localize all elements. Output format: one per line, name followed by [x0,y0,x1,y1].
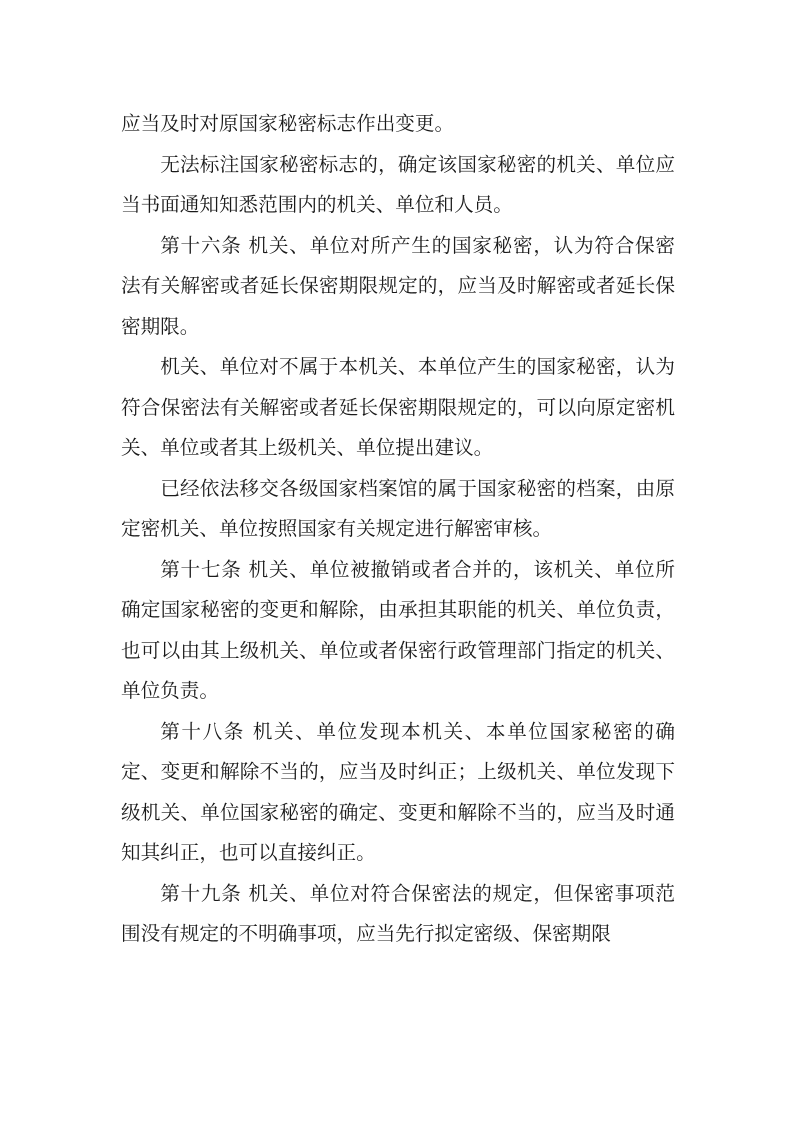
paragraph-article-18: 第十八条 机关、单位发现本机关、本单位国家秘密的确定、变更和解除不当的，应当及时纠正；上级机关、单位发现下级机关、单位国家秘密的确定、变更和解除不当的，应当及时通知其纠正，也可以直接纠正。 [121,719,675,864]
paragraph-continuation: 应当及时对原国家秘密标志作出变更。 [121,112,455,135]
paragraph-article-19: 第十九条 机关、单位对符合保密法的规定，但保密事项范围没有规定的不明确事项，应当先行拟定密级、保密期限 [121,881,675,945]
paragraph-article-17: 第十七条 机关、单位被撤销或者合并的，该机关、单位所确定国家秘密的变更和解除，由承担其职能的机关、单位负责，也可以由其上级机关、单位或者保密行政管理部门指定的机关、单位负责。 [121,557,675,702]
paragraph-unmarked-secret: 无法标注国家秘密标志的，确定该国家秘密的机关、单位应当书面通知知悉范围内的机关、单位和人员。 [121,152,675,216]
paragraph-archived-secrets: 已经依法移交各级国家档案馆的属于国家秘密的档案，由原定密机关、单位按照国家有关规定进行解密审核。 [121,476,675,540]
paragraph-article-16: 第十六条 机关、单位对所产生的国家秘密，认为符合保密法有关解密或者延长保密期限规定的，应当及时解密或者延长保密期限。 [121,233,675,338]
paragraph-article-16-proposal: 机关、单位对不属于本机关、本单位产生的国家秘密，认为符合保密法有关解密或者延长保密期限规定的，可以向原定密机关、单位或者其上级机关、单位提出建议。 [121,355,675,459]
document-body [121,104,675,955]
